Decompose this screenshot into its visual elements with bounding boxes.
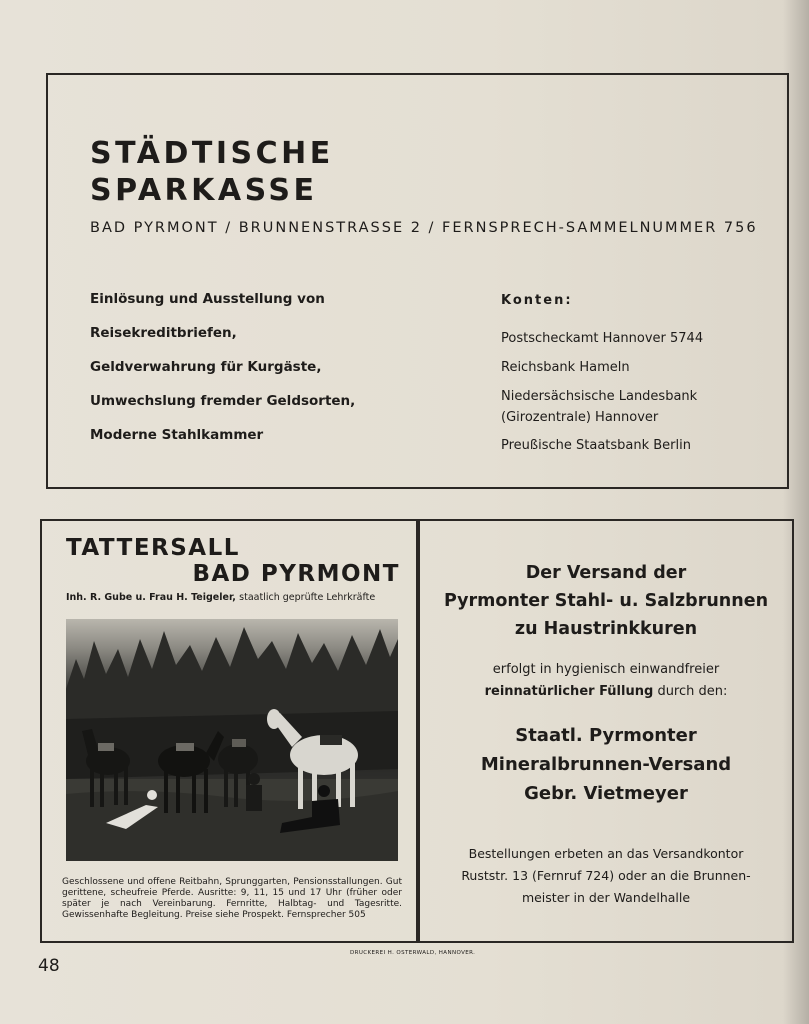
service-item: Moderne Stahlkammer (90, 427, 264, 443)
riders-horses-photo (66, 619, 398, 861)
saddle (232, 739, 246, 747)
orders-line2: Ruststr. 13 (Fernruf 724) oder an die Brunnen- (461, 868, 751, 883)
account-item (501, 386, 703, 428)
tattersall-ad (40, 519, 418, 943)
sparkasse-title-line1: STÄDTISCHE (90, 136, 334, 171)
mineralbrunnen-ad (418, 519, 794, 943)
sparkasse-services (90, 290, 355, 460)
service-item: Umwechslung fremder Geldsorten, (90, 393, 356, 409)
account-item-line2: (Girozentrale) Hannover (501, 410, 659, 425)
rider-figure (246, 773, 262, 811)
firm-line3: Gebr. Vietmeyer (524, 783, 688, 804)
sparkasse-address: BAD PYRMONT / BRUNNENSTRASSE 2 / FERNSPRECH-SAMMELNUMMER 756 (90, 220, 758, 236)
account-item: Preußische Staatsbank Berlin (501, 438, 691, 453)
service-item: Einlösung und Ausstellung von (90, 291, 325, 307)
photo-illustration (66, 619, 398, 861)
printer-credit: DRUCKEREI H. OSTERWALD, HANNOVER. (350, 950, 476, 956)
service-item: Geldverwahrung für Kurgäste, (90, 359, 322, 375)
sparkasse-ad (46, 73, 789, 489)
account-item-line1: Niedersächsische Landesbank (501, 389, 698, 404)
account-item: Postscheckamt Hannover 5744 (501, 331, 704, 346)
headline-line2: Pyrmonter Stahl- u. Salzbrunnen (443, 591, 769, 611)
body-bold: reinnatürlicher Füllung (484, 684, 654, 699)
page-number: 48 (38, 956, 60, 976)
headline-line1: Der Versand der (525, 563, 687, 583)
saddle (98, 743, 114, 751)
tattersall-description: Geschlossene und offene Reitbahn, Sprunggarten, Pensionsstallungen. Gut gerittene, scheufreie Pferde. Ausritte: 9, 11, 15 und 17 Uhr (früher oder später je nach Vereinbarung. Fernritte, Halbtag- und Tagesritte. Gewissenhafte Begleitung. Preise siehe Prospekt. Fernsprecher 505 (62, 877, 402, 920)
accounts-heading: Konten: (501, 293, 573, 308)
firm-name (420, 721, 792, 808)
orders-line3: meister in der Wandelhalle (521, 890, 691, 905)
sparkasse-title-line2: SPARKASSE (90, 173, 318, 208)
saddle (176, 743, 194, 751)
orders-line1: Bestellungen erbeten an das Versandkontor (468, 846, 744, 861)
tattersall-owners (66, 592, 375, 603)
sparkasse-accounts (501, 290, 703, 464)
body-rest: durch den: (657, 684, 728, 699)
service-item: Reisekreditbriefen, (90, 325, 237, 341)
tattersall-place: BAD PYRMONT (192, 561, 400, 587)
headline-line3: zu Haustrinkkuren (514, 619, 698, 639)
owners-text: Inh. R. Gube u. Frau H. Teigeler, (66, 592, 236, 603)
body-line1: erfolgt in hygienisch einwandfreier (492, 662, 720, 677)
saddle (320, 735, 342, 745)
certification-text: staatlich geprüfte Lehrkräfte (239, 592, 376, 603)
order-info (420, 843, 792, 909)
account-item: Reichsbank Hameln (501, 360, 630, 375)
shipping-body (420, 659, 792, 703)
firm-line2: Mineralbrunnen-Versand (480, 754, 732, 775)
firm-line1: Staatl. Pyrmonter (515, 725, 697, 746)
shipping-headline (420, 559, 792, 643)
tattersall-name: TATTERSALL (66, 535, 240, 561)
sparkasse-title (90, 135, 334, 209)
